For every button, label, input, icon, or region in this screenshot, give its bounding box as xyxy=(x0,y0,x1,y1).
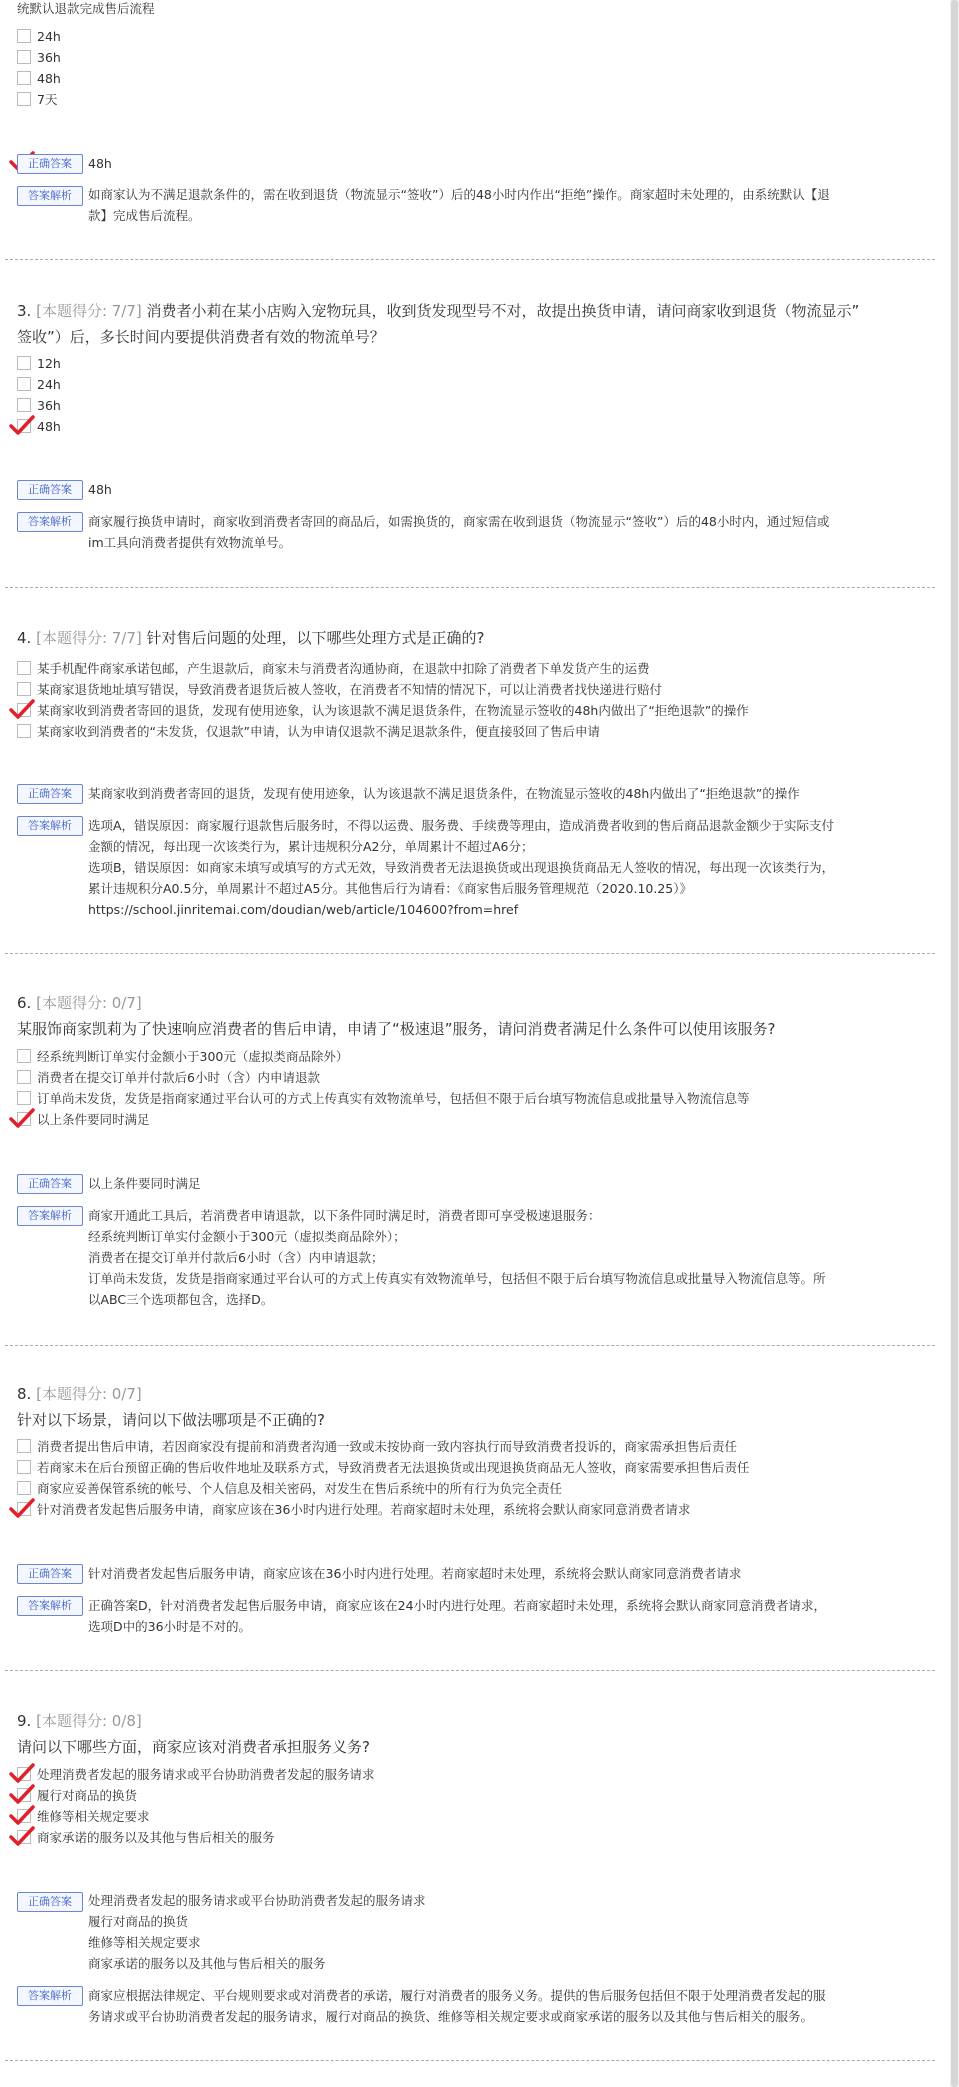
correct-answer-tag: 正确答案 xyxy=(17,480,83,500)
correct-answer-text: 48h xyxy=(88,482,112,497)
option-a[interactable] xyxy=(17,658,650,679)
question-2-partial-title: 统默认退款完成售后流程 xyxy=(17,1,155,16)
answer-explanation-text xyxy=(88,1595,918,1637)
question-text: 针对以下场景，请问以下做法哪项是不正确的? xyxy=(17,1411,325,1429)
answer-explanation-text xyxy=(88,1205,918,1310)
question-number: 8. xyxy=(17,1385,32,1403)
option-c[interactable] xyxy=(17,68,61,89)
explanation-line: 款】完成售后流程。 xyxy=(88,208,201,223)
checkbox[interactable] xyxy=(17,71,31,85)
question-8-title xyxy=(17,1381,932,1433)
answer-explanation-text xyxy=(88,184,918,226)
red-check-icon xyxy=(9,1762,35,1784)
answer-line: 商家承诺的服务以及其他与售后相关的服务 xyxy=(88,1956,326,1971)
question-number: 6. xyxy=(17,994,32,1012)
answer-explanation-tag: 答案解析 xyxy=(17,816,83,836)
option-label: 订单尚未发货，发货是指商家通过平台认可的方式上传真实有效物流单号，包括但不限于后台填写物流信息或批量导入物流信息等 xyxy=(37,1091,750,1106)
answer-line: 维修等相关规定要求 xyxy=(88,1935,201,1950)
checkbox[interactable] xyxy=(17,29,31,43)
option-label: 36h xyxy=(37,398,61,413)
option-label: 7天 xyxy=(37,92,58,107)
option-b[interactable] xyxy=(17,1067,320,1088)
divider xyxy=(5,587,935,588)
answer-explanation-text xyxy=(88,1985,918,2027)
checkbox[interactable] xyxy=(17,377,31,391)
option-label: 针对消费者发起售后服务申请，商家应该在36小时内进行处理。若商家超时未处理，系统将会默认商家同意消费者请求 xyxy=(37,1502,691,1517)
correct-answer-tag: 正确答案 xyxy=(17,1892,83,1912)
checkbox[interactable] xyxy=(17,92,31,106)
question-text: 请问以下哪些方面，商家应该对消费者承担服务义务? xyxy=(17,1738,370,1756)
explanation-line: 选项D中的36小时是不对的。 xyxy=(88,1619,252,1634)
question-9-title xyxy=(17,1708,932,1760)
checkbox[interactable] xyxy=(17,1070,31,1084)
red-check-icon xyxy=(9,698,35,720)
option-label: 履行对商品的换货 xyxy=(37,1788,138,1803)
answer-explanation-text xyxy=(88,511,918,553)
option-label: 经系统判断订单实付金额小于300元（虚拟类商品除外） xyxy=(37,1049,349,1064)
correct-answer-tag: 正确答案 xyxy=(17,1564,83,1584)
option-a[interactable] xyxy=(17,1436,737,1457)
option-label: 36h xyxy=(37,50,61,65)
red-check-icon xyxy=(9,1107,35,1129)
divider xyxy=(5,1670,935,1671)
answer-explanation-tag: 答案解析 xyxy=(17,1206,83,1226)
answer-line: 履行对商品的换货 xyxy=(88,1914,189,1929)
checkbox[interactable] xyxy=(17,1091,31,1105)
explanation-line: 消费者在提交订单并付款后6小时（含）内申请退款； xyxy=(88,1250,384,1265)
red-check-icon xyxy=(9,1783,35,1805)
question-number: 4. xyxy=(17,629,32,647)
checkbox[interactable] xyxy=(17,398,31,412)
question-3-title xyxy=(17,298,932,350)
question-6-title xyxy=(17,990,932,1042)
option-label: 48h xyxy=(37,71,61,86)
question-score: [本题得分: 7/7] xyxy=(36,629,142,647)
option-a[interactable] xyxy=(17,1046,348,1067)
option-c[interactable] xyxy=(17,1478,562,1499)
question-number: 9. xyxy=(17,1712,32,1730)
checkbox[interactable] xyxy=(17,682,31,696)
checkbox[interactable] xyxy=(17,724,31,738)
checkbox[interactable] xyxy=(17,1460,31,1474)
red-check-icon xyxy=(9,414,35,436)
option-label: 维修等相关规定要求 xyxy=(37,1809,150,1824)
correct-answer-text: 某商家收到消费者寄回的退货，发现有使用迹象，认为该退款不满足退货条件，在物流显示签收的48h内做出了“拒绝退款”的操作 xyxy=(88,786,800,801)
checkbox[interactable] xyxy=(17,356,31,370)
answer-line: 处理消费者发起的服务请求或平台协助消费者发起的服务请求 xyxy=(88,1893,426,1908)
correct-answer-text: 针对消费者发起售后服务申请，商家应该在36小时内进行处理。若商家超时未处理，系统将会默认商家同意消费者请求 xyxy=(88,1566,742,1581)
divider xyxy=(5,1345,935,1346)
explanation-line: 正确答案D，针对消费者发起售后服务申请，商家应该在24小时内进行处理。若商家超时未处理，系统将会默认商家同意消费者请求， xyxy=(88,1598,827,1613)
question-score: [本题得分: 7/7] xyxy=(36,302,142,320)
answer-explanation-tag: 答案解析 xyxy=(17,512,83,532)
explanation-line: 累计违规积分A0.5分，单周累计不超过A5分。其他售后行为请看：《商家售后服务管理规范（2020.10.25）》 xyxy=(88,881,693,896)
option-label: 以上条件要同时满足 xyxy=(37,1112,150,1127)
checkbox[interactable] xyxy=(17,1439,31,1453)
option-c[interactable] xyxy=(17,700,749,721)
option-label: 24h xyxy=(37,29,61,44)
option-label: 商家承诺的服务以及其他与售后相关的服务 xyxy=(37,1830,275,1845)
option-label: 48h xyxy=(37,419,61,434)
explanation-line: 经系统判断订单实付金额小于300元（虚拟类商品除外）； xyxy=(88,1229,406,1244)
option-b[interactable] xyxy=(17,374,61,395)
correct-answer-text: 以上条件要同时满足 xyxy=(88,1176,201,1191)
explanation-line: 如商家认为不满足退款条件的，需在收到退货（物流显示“签收”）后的48小时内作出“拒绝”操作。商家超时未处理的，由系统默认【退 xyxy=(88,187,830,202)
option-c[interactable] xyxy=(17,1806,150,1827)
option-d[interactable] xyxy=(17,1109,150,1130)
checkbox[interactable] xyxy=(17,1049,31,1063)
explanation-line: 订单尚未发货，发货是指商家通过平台认可的方式上传真实有效物流单号，包括但不限于后台填写物流信息或批量导入物流信息等。所 xyxy=(88,1271,826,1286)
option-label: 某商家退货地址填写错误，导致消费者退货后被人签收，在消费者不知情的情况下，可以让消费者找快递进行赔付 xyxy=(37,682,663,697)
option-b[interactable] xyxy=(17,1457,750,1478)
correct-answer-tag: 正确答案 xyxy=(17,154,83,174)
scrollbar-thumb[interactable] xyxy=(951,0,958,2087)
question-4-title xyxy=(17,625,932,651)
explanation-line: 商家履行换货申请时，商家收到消费者寄回的商品后，如需换货的，商家需在收到退货（物流显示“签收”）后的48小时内，通过短信或 xyxy=(88,514,830,529)
correct-answer-tag: 正确答案 xyxy=(17,784,83,804)
option-a[interactable] xyxy=(17,353,61,374)
option-label: 商家应妥善保管系统的帐号、个人信息及相关密码，对发生在售后系统中的所有行为负完全责任 xyxy=(37,1481,563,1496)
question-score: [本题得分: 0/7] xyxy=(36,1385,142,1403)
question-score: [本题得分: 0/7] xyxy=(36,994,142,1012)
divider xyxy=(5,259,935,260)
question-number: 3. xyxy=(17,302,32,320)
option-d[interactable] xyxy=(17,721,600,742)
checkbox[interactable] xyxy=(17,50,31,64)
answer-explanation-tag: 答案解析 xyxy=(17,1596,83,1616)
question-text: 消费者小莉在某小店购入宠物玩具，收到货发现型号不对，故提出换货申请，请问商家收到退货（物流显示” xyxy=(146,302,860,320)
option-label: 消费者提出售后申请，若因商家没有提前和消费者沟通一致或未按协商一致内容执行而导致消费者投诉的，商家需承担售后责任 xyxy=(37,1439,738,1454)
divider xyxy=(5,953,935,954)
divider xyxy=(5,2060,935,2061)
option-label: 消费者在提交订单并付款后6小时（含）内申请退款 xyxy=(37,1070,320,1085)
option-label: 某商家收到消费者的“未发货，仅退款”申请，认为申请仅退款不满足退款条件，便直接驳回了售后申请 xyxy=(37,724,600,739)
option-d[interactable] xyxy=(17,89,57,110)
option-a[interactable] xyxy=(17,1764,375,1785)
explanation-line: 以ABC三个选项都包含，选择D。 xyxy=(88,1292,274,1307)
option-d[interactable] xyxy=(17,1499,690,1520)
option-b[interactable] xyxy=(17,1785,137,1806)
explanation-line: 选项A，错误原因：商家履行退款售后服务时，不得以运费、服务费、手续费等理由，造成消费者收到的售后商品退款金额少于实际支付 xyxy=(88,818,835,833)
option-label: 处理消费者发起的服务请求或平台协助消费者发起的服务请求 xyxy=(37,1767,375,1782)
explanation-line: https://school.jinritemai.com/doudian/web/article/104600?from=href xyxy=(88,902,519,917)
explanation-line: 务请求或平台协助消费者发起的服务请求，履行对商品的换货、维修等相关规定要求或商家承诺的服务以及其他与售后相关的服务。 xyxy=(88,2009,814,2024)
answer-explanation-tag: 答案解析 xyxy=(17,1986,83,2006)
red-check-icon xyxy=(9,1497,35,1519)
option-label: 某商家收到消费者寄回的退货，发现有使用迹象，认为该退款不满足退货条件，在物流显示签收的48h内做出了“拒绝退款”的操作 xyxy=(37,703,749,718)
correct-answer-text xyxy=(88,1890,918,1974)
explanation-line: 商家应根据法律规定、平台规则要求或对消费者的承诺，履行对消费者的服务义务。提供的售后服务包括但不限于处理消费者发起的服 xyxy=(88,1988,826,2003)
option-label: 24h xyxy=(37,377,61,392)
vertical-scrollbar[interactable] xyxy=(950,0,959,2087)
option-label: 某手机配件商家承诺包邮，产生退款后，商家未与消费者沟通协商，在退款中扣除了消费者下单发货产生的运费 xyxy=(37,661,650,676)
answer-explanation-tag: 答案解析 xyxy=(17,186,83,206)
checkbox[interactable] xyxy=(17,1481,31,1495)
correct-answer-text: 48h xyxy=(88,156,112,171)
answer-explanation-text xyxy=(88,815,918,920)
option-d[interactable] xyxy=(17,1827,275,1848)
checkbox[interactable] xyxy=(17,661,31,675)
option-b[interactable] xyxy=(17,47,61,68)
option-label: 12h xyxy=(37,356,61,371)
red-check-icon xyxy=(9,1804,35,1826)
question-score: [本题得分: 0/8] xyxy=(36,1712,142,1730)
explanation-line: 选项B，错误原因：如商家未填写或填写的方式无效，导致消费者无法退换货或出现退换货商品无人签收的情况，每出现一次该类行为， xyxy=(88,860,835,875)
option-label: 若商家未在后台预留正确的售后收件地址及联系方式，导致消费者无法退换货或出现退换货商品无人签收，商家需要承担售后责任 xyxy=(37,1460,750,1475)
question-text: 签收”）后，多长时间内要提供消费者有效的物流单号？ xyxy=(17,328,385,346)
red-check-icon xyxy=(9,1825,35,1847)
explanation-line: 金额的情况，每出现一次该类行为，累计违规积分A2分，单周累计不超过A6分； xyxy=(88,839,534,854)
option-b[interactable] xyxy=(17,679,662,700)
correct-answer-tag: 正确答案 xyxy=(17,1174,83,1194)
explanation-line: 商家开通此工具后，若消费者申请退款，以下条件同时满足时，消费者即可享受极速退服务： xyxy=(88,1208,601,1223)
option-a[interactable] xyxy=(17,26,61,47)
option-c[interactable] xyxy=(17,1088,750,1109)
question-text: 针对售后问题的处理，以下哪些处理方式是正确的? xyxy=(146,629,485,647)
question-text: 某服饰商家凯莉为了快速响应消费者的售后申请，申请了“极速退”服务，请问消费者满足什么条件可以使用该服务? xyxy=(17,1020,776,1038)
option-c[interactable] xyxy=(17,395,61,416)
explanation-line: im工具向消费者提供有效物流单号。 xyxy=(88,535,292,550)
